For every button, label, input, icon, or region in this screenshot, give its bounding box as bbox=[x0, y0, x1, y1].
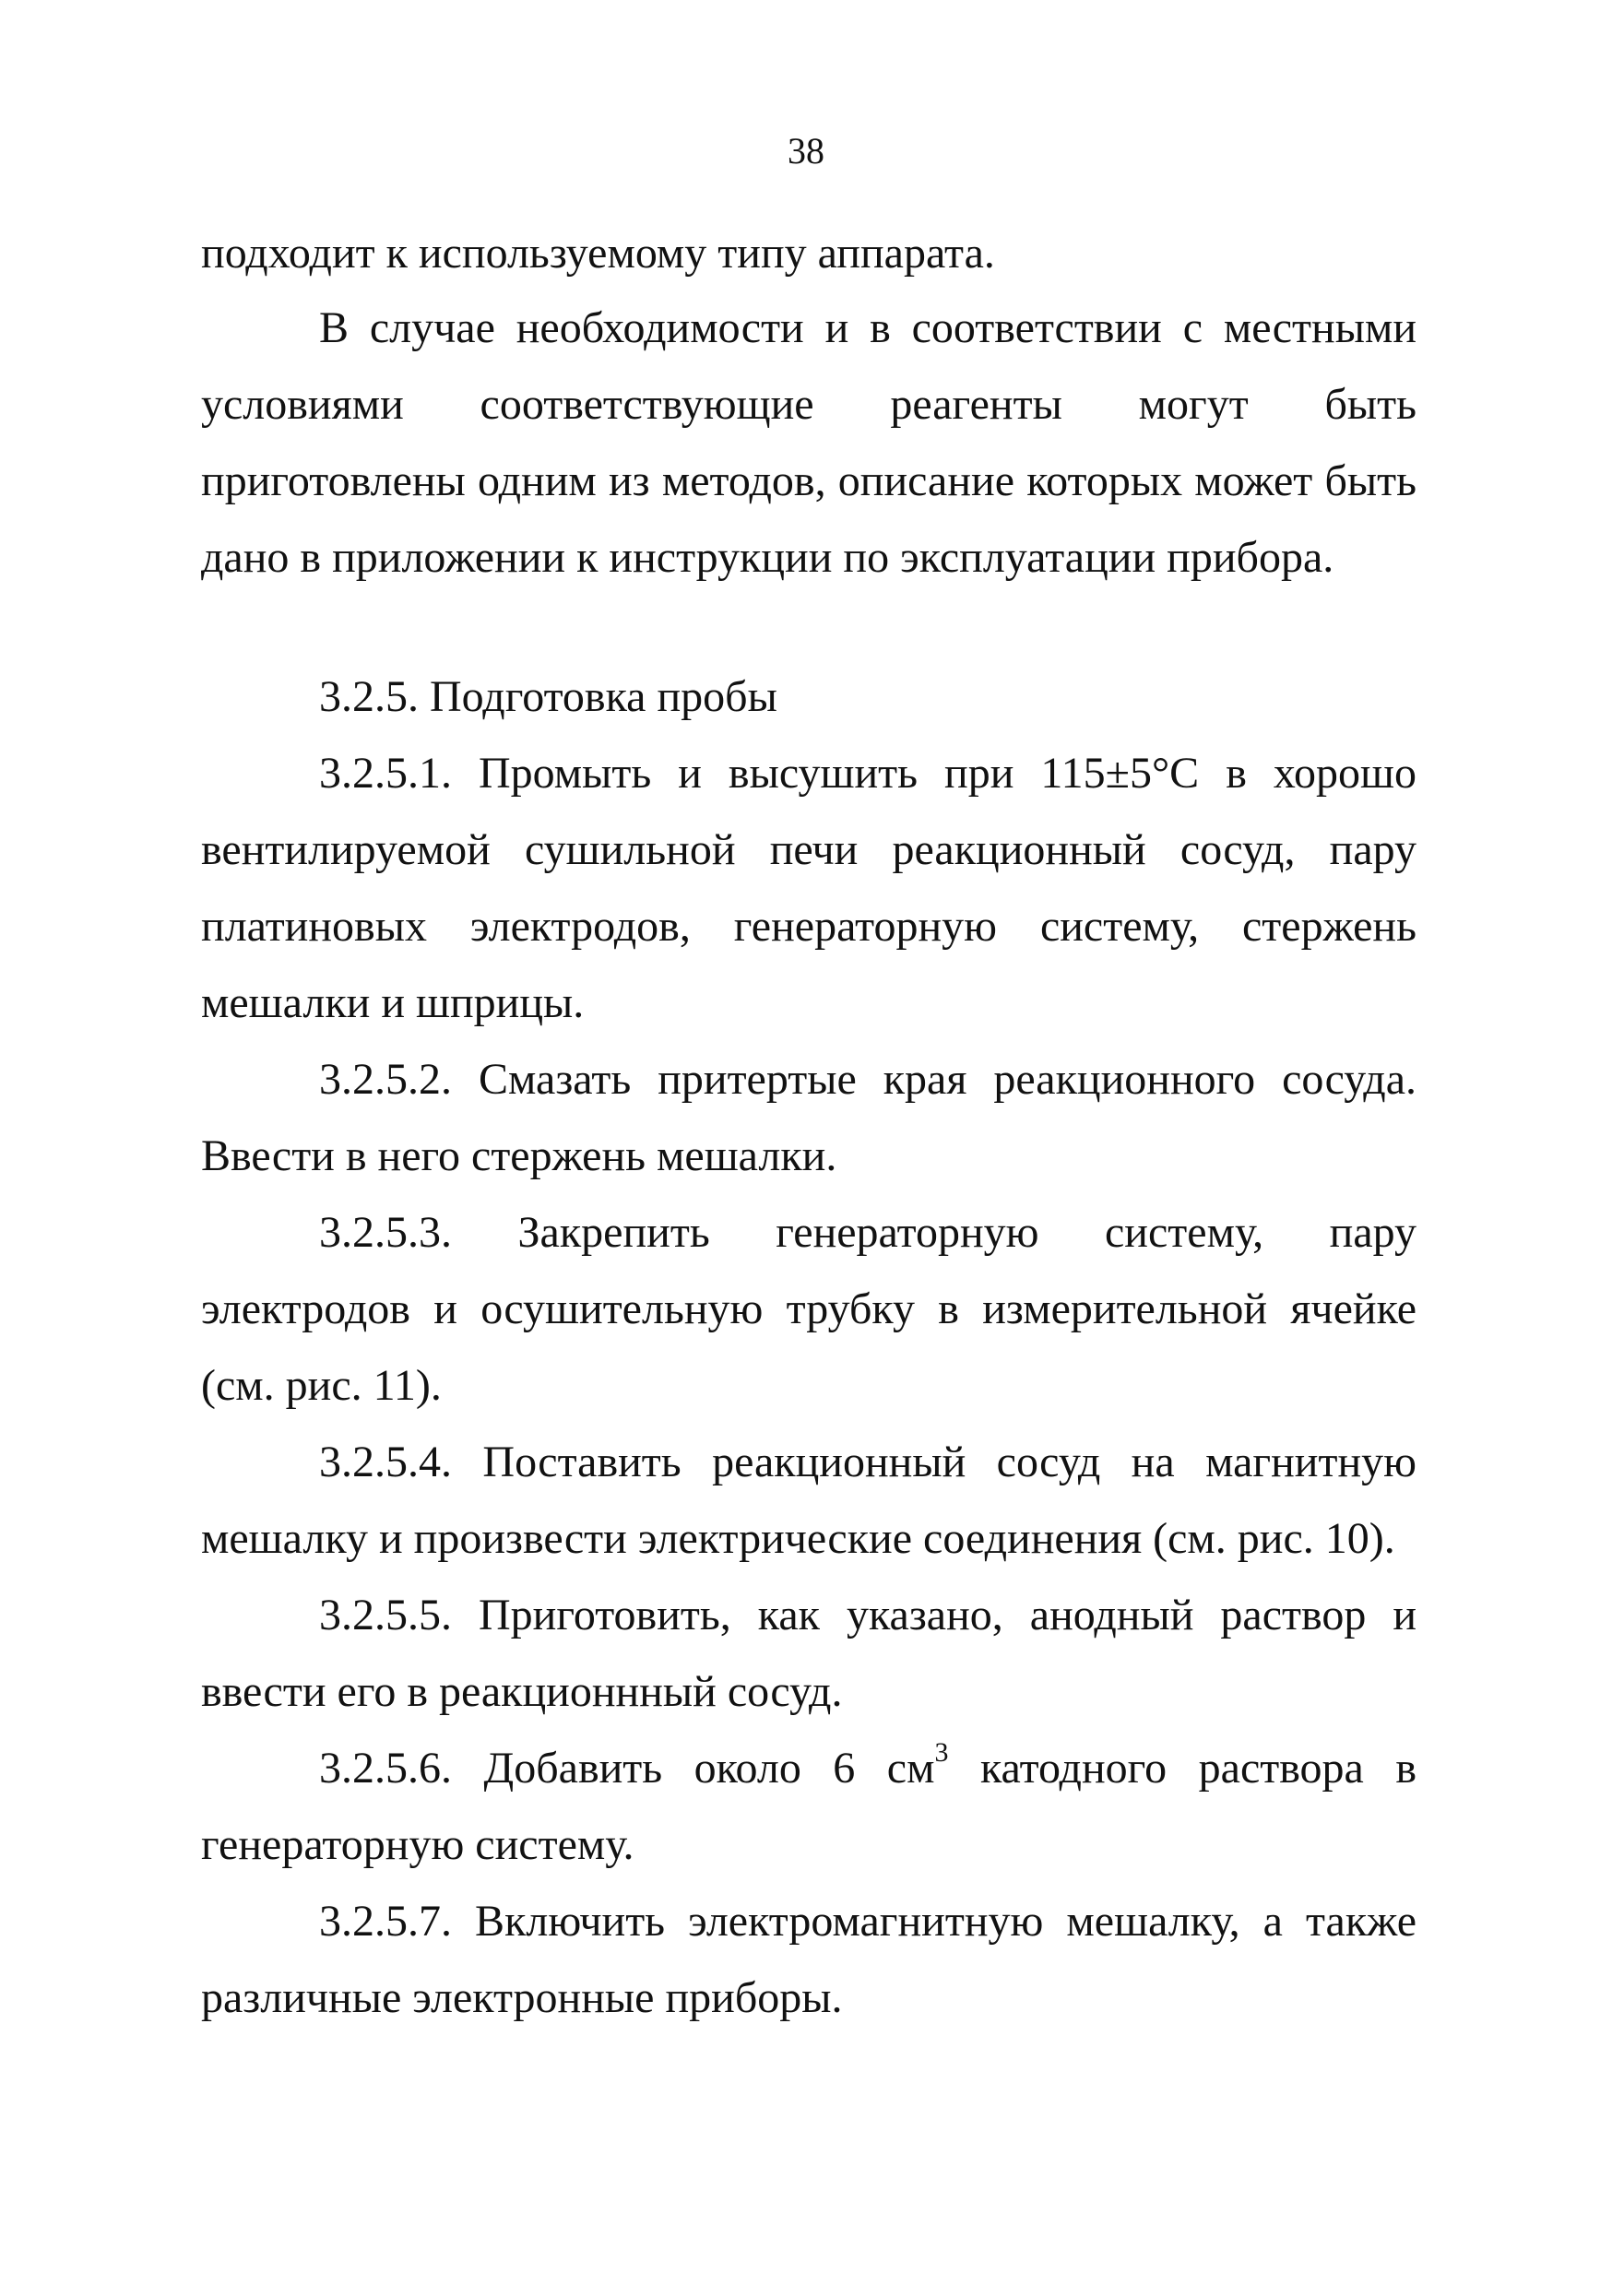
step-paragraph bbox=[201, 1577, 1416, 1730]
section-heading: 3.2.5. Подготовка пробы bbox=[319, 672, 777, 721]
page-number: 38 bbox=[788, 130, 824, 172]
step-paragraph bbox=[201, 735, 1416, 1041]
step-text: 3.2.5.7. Включить электромагнитную мешалку, а также различные электронные приборы. bbox=[201, 1897, 1416, 2022]
lead-line: подходит к используемому типу аппарата. bbox=[201, 229, 995, 278]
lead-line-block bbox=[201, 215, 1416, 291]
step-text: 3.2.5.5. Приготовить, как указано, анодный раствор и ввести его в реакционнный сосуд. bbox=[201, 1591, 1416, 1716]
step-text: 3.2.5.4. Поставить реакционный сосуд на магнитную мешалку и произвести электрические соединения (см. рис. 10). bbox=[201, 1438, 1416, 1563]
step-paragraph bbox=[201, 1194, 1416, 1424]
superscript-unit: 3 bbox=[934, 1737, 949, 1768]
section-heading-block bbox=[201, 658, 1416, 735]
step-paragraph bbox=[201, 1883, 1416, 2036]
step-paragraph bbox=[201, 1424, 1416, 1577]
step-paragraph bbox=[201, 1730, 1416, 1883]
step-text-continued: катодного раствора в генераторную систему. bbox=[201, 1744, 1416, 1869]
step-text: 3.2.5.1. Промыть и высушить при 115±5°С в хорошо вентилируемой сушильной печи реакционный сосуд, пару платиновых электродов, генераторную систему, стержень мешалки и шприцы. bbox=[201, 749, 1416, 1027]
intro-paragraph: В случае необходимости и в соответствии с местными условиями соответствующие реагенты могут быть приготовлены одним из методов, описание которых может быть дано в приложении к инструкции по эксплуатации прибора. bbox=[201, 303, 1416, 582]
steps-block bbox=[201, 735, 1416, 2036]
intro-block bbox=[201, 290, 1416, 596]
step-text: 3.2.5.3. Закрепить генераторную систему, пару электродов и осушительную трубку в измерительной ячейке (см. рис. 11). bbox=[201, 1208, 1416, 1410]
step-paragraph bbox=[201, 1041, 1416, 1194]
step-text: 3.2.5.6. Добавить около 6 см bbox=[319, 1744, 935, 1793]
step-text: 3.2.5.2. Смазать притертые края реакционного сосуда. Ввести в него стержень мешалки. bbox=[201, 1055, 1416, 1180]
